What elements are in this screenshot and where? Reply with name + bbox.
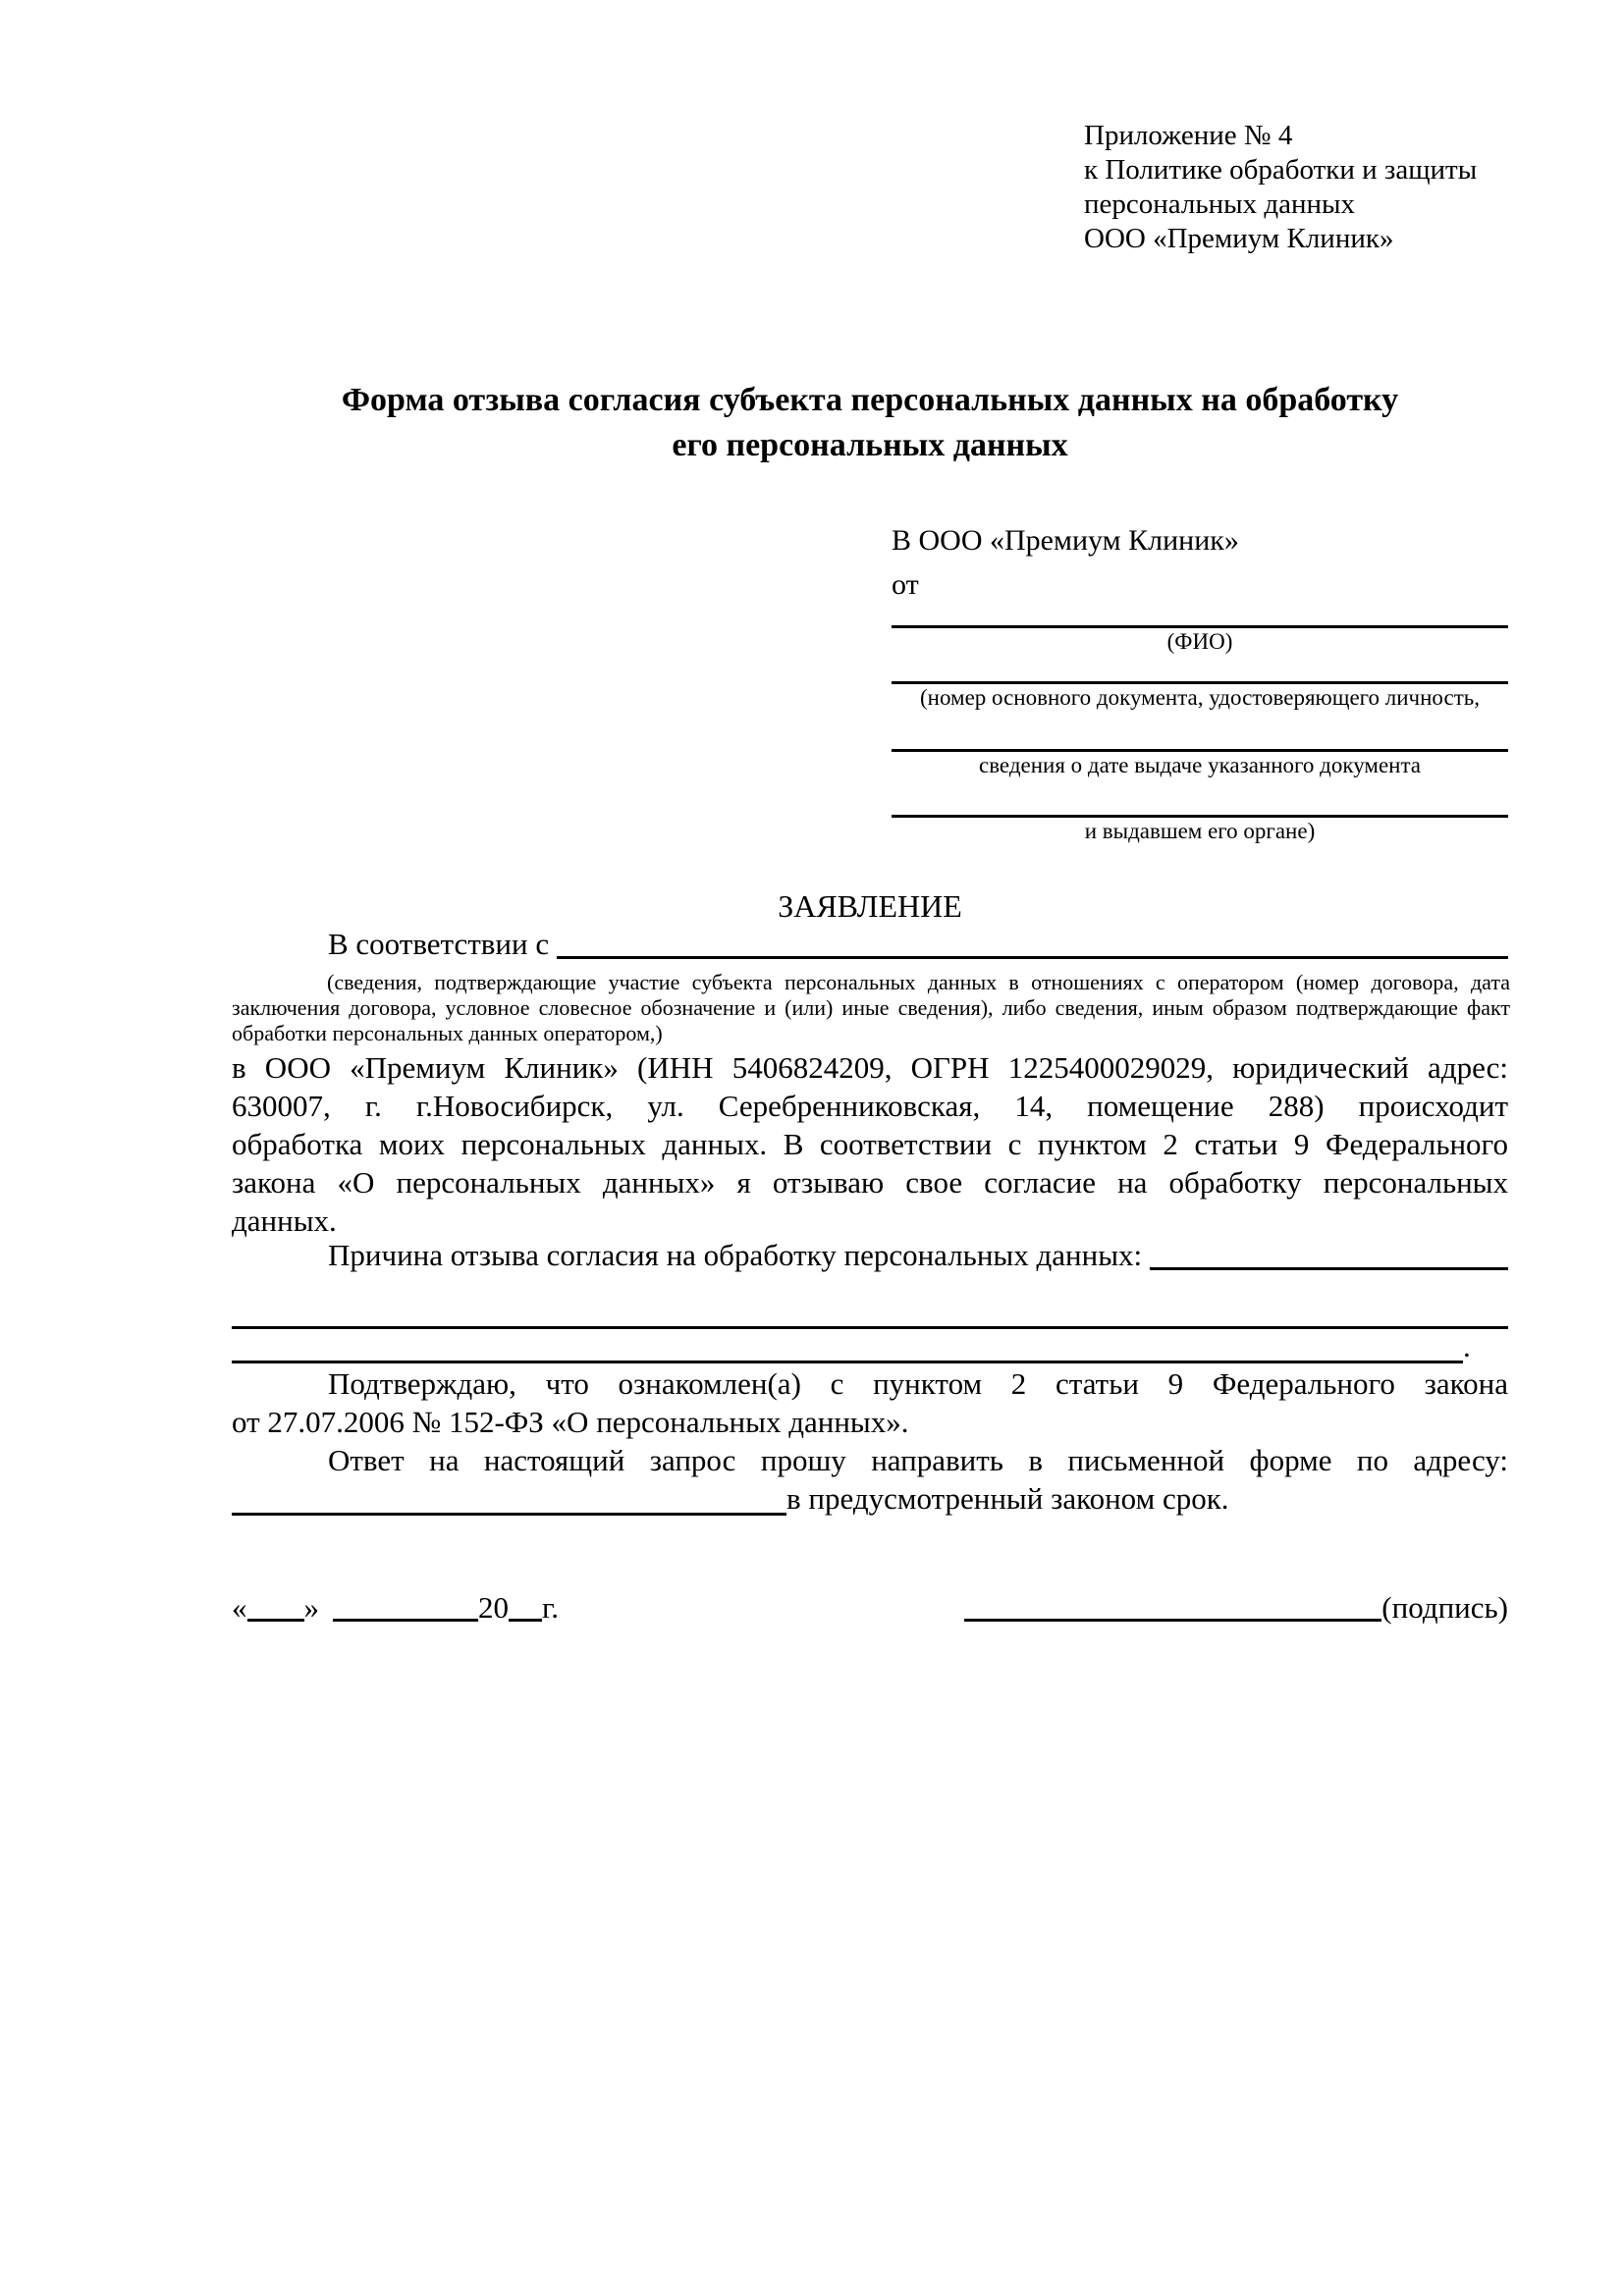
policy-reference-line2: персональных данных	[1084, 188, 1356, 220]
date-signature-row	[232, 1588, 1508, 1627]
confirm-line1: Подтверждаю, что ознакомлен(а) с пунктом 2 статьи 9 Федерального закона	[328, 1366, 1508, 1401]
appendix-header	[1084, 119, 1516, 256]
intro-line	[232, 925, 1508, 963]
reason-continuation-blank-line1	[232, 1292, 1508, 1329]
addressee-block	[892, 518, 1508, 844]
year-prefix: 20	[478, 1590, 509, 1625]
signature-caption: (подпись)	[1381, 1590, 1508, 1625]
reason-continuation-underline	[232, 1361, 1463, 1363]
confirmation-paragraphs	[232, 1364, 1508, 1518]
confirm-line2: от 27.07.2006 № 152-ФЗ «О персональных данных».	[232, 1405, 909, 1439]
body-line5: данных.	[232, 1203, 337, 1238]
addressee-from-label: от	[892, 568, 919, 601]
company-name: ООО «Премиум Клиник»	[1084, 223, 1394, 254]
issue-date-caption: сведения о дате выдаче указанного документа	[978, 753, 1422, 777]
page-title	[232, 378, 1508, 468]
addressee-to: В ООО «Премиум Клиник»	[892, 524, 1239, 557]
day-blank-line	[247, 1619, 304, 1622]
date-open-quote: «	[232, 1590, 247, 1625]
appendix-number: Приложение № 4	[1084, 120, 1293, 151]
note-line2: заключения договора, условное словесное обозначение и (или) иные сведения), либо сведения, иным образом подтверждающие факт	[232, 995, 1510, 1020]
blank-line-period: .	[1463, 1329, 1471, 1363]
statement-body	[232, 1048, 1508, 1240]
year-blank-line	[509, 1619, 542, 1622]
statement-heading: ЗАЯВЛЕНИЕ	[778, 888, 962, 924]
reply-line1: Ответ на настоящий запрос прошу направить в письменной форме по адресу:	[328, 1443, 1508, 1477]
body-line3: обработка моих персональных данных. В соответствии с пунктом 2 статьи 9 Федерального	[232, 1127, 1508, 1161]
signature-field	[964, 1588, 1508, 1627]
date-field	[232, 1588, 559, 1627]
date-close-quote: »	[303, 1590, 319, 1625]
intro-blank-line	[557, 956, 1508, 959]
issuing-authority-caption: и выдавшем его органе)	[1084, 819, 1316, 843]
month-blank-line	[333, 1619, 478, 1622]
reply-line2-text: в предусмотренный законом срок.	[786, 1481, 1229, 1516]
note-line3: обработки персональных данных оператором,)	[232, 1021, 663, 1045]
intro-lead-text: В соответствии с	[328, 927, 550, 961]
body-line4: закона «О персональных данных» я отзываю свое согласие на обработку персональных	[232, 1165, 1508, 1200]
reason-blank-line	[1150, 1267, 1508, 1270]
explanatory-note	[232, 970, 1510, 1046]
id-document-caption: (номер основного документа, удостоверяющего личность,	[919, 685, 1480, 710]
reason-continuation-blank-line2	[232, 1327, 1508, 1365]
reason-line	[232, 1236, 1508, 1274]
reason-lead-text: Причина отзыва согласия на обработку персональных данных:	[328, 1238, 1143, 1272]
signature-blank-line	[964, 1619, 1381, 1622]
page-title-line1: Форма отзыва согласия субъекта персональных данных на обработку	[341, 382, 1399, 418]
fio-caption: (ФИО)	[1166, 629, 1233, 654]
page-title-line2: его персональных данных	[672, 427, 1068, 463]
note-line1: (сведения, подтверждающие участие субъекта персональных данных в отношениях с оператором (номер договора, дата	[327, 970, 1510, 994]
policy-reference-line1: к Политике обработки и защиты	[1084, 154, 1478, 186]
body-line1: в ООО «Премиум Клиник» (ИНН 5406824209, ОГРН 1225400029029, юридический адрес:	[232, 1050, 1508, 1085]
reply-line2	[232, 1479, 1508, 1518]
body-line2: 630007, г. г.Новосибирск, ул. Серебренниковская, 14, помещение 288) происходит	[232, 1089, 1508, 1123]
reply-address-blank-line	[232, 1513, 786, 1516]
year-suffix: г.	[542, 1590, 559, 1625]
